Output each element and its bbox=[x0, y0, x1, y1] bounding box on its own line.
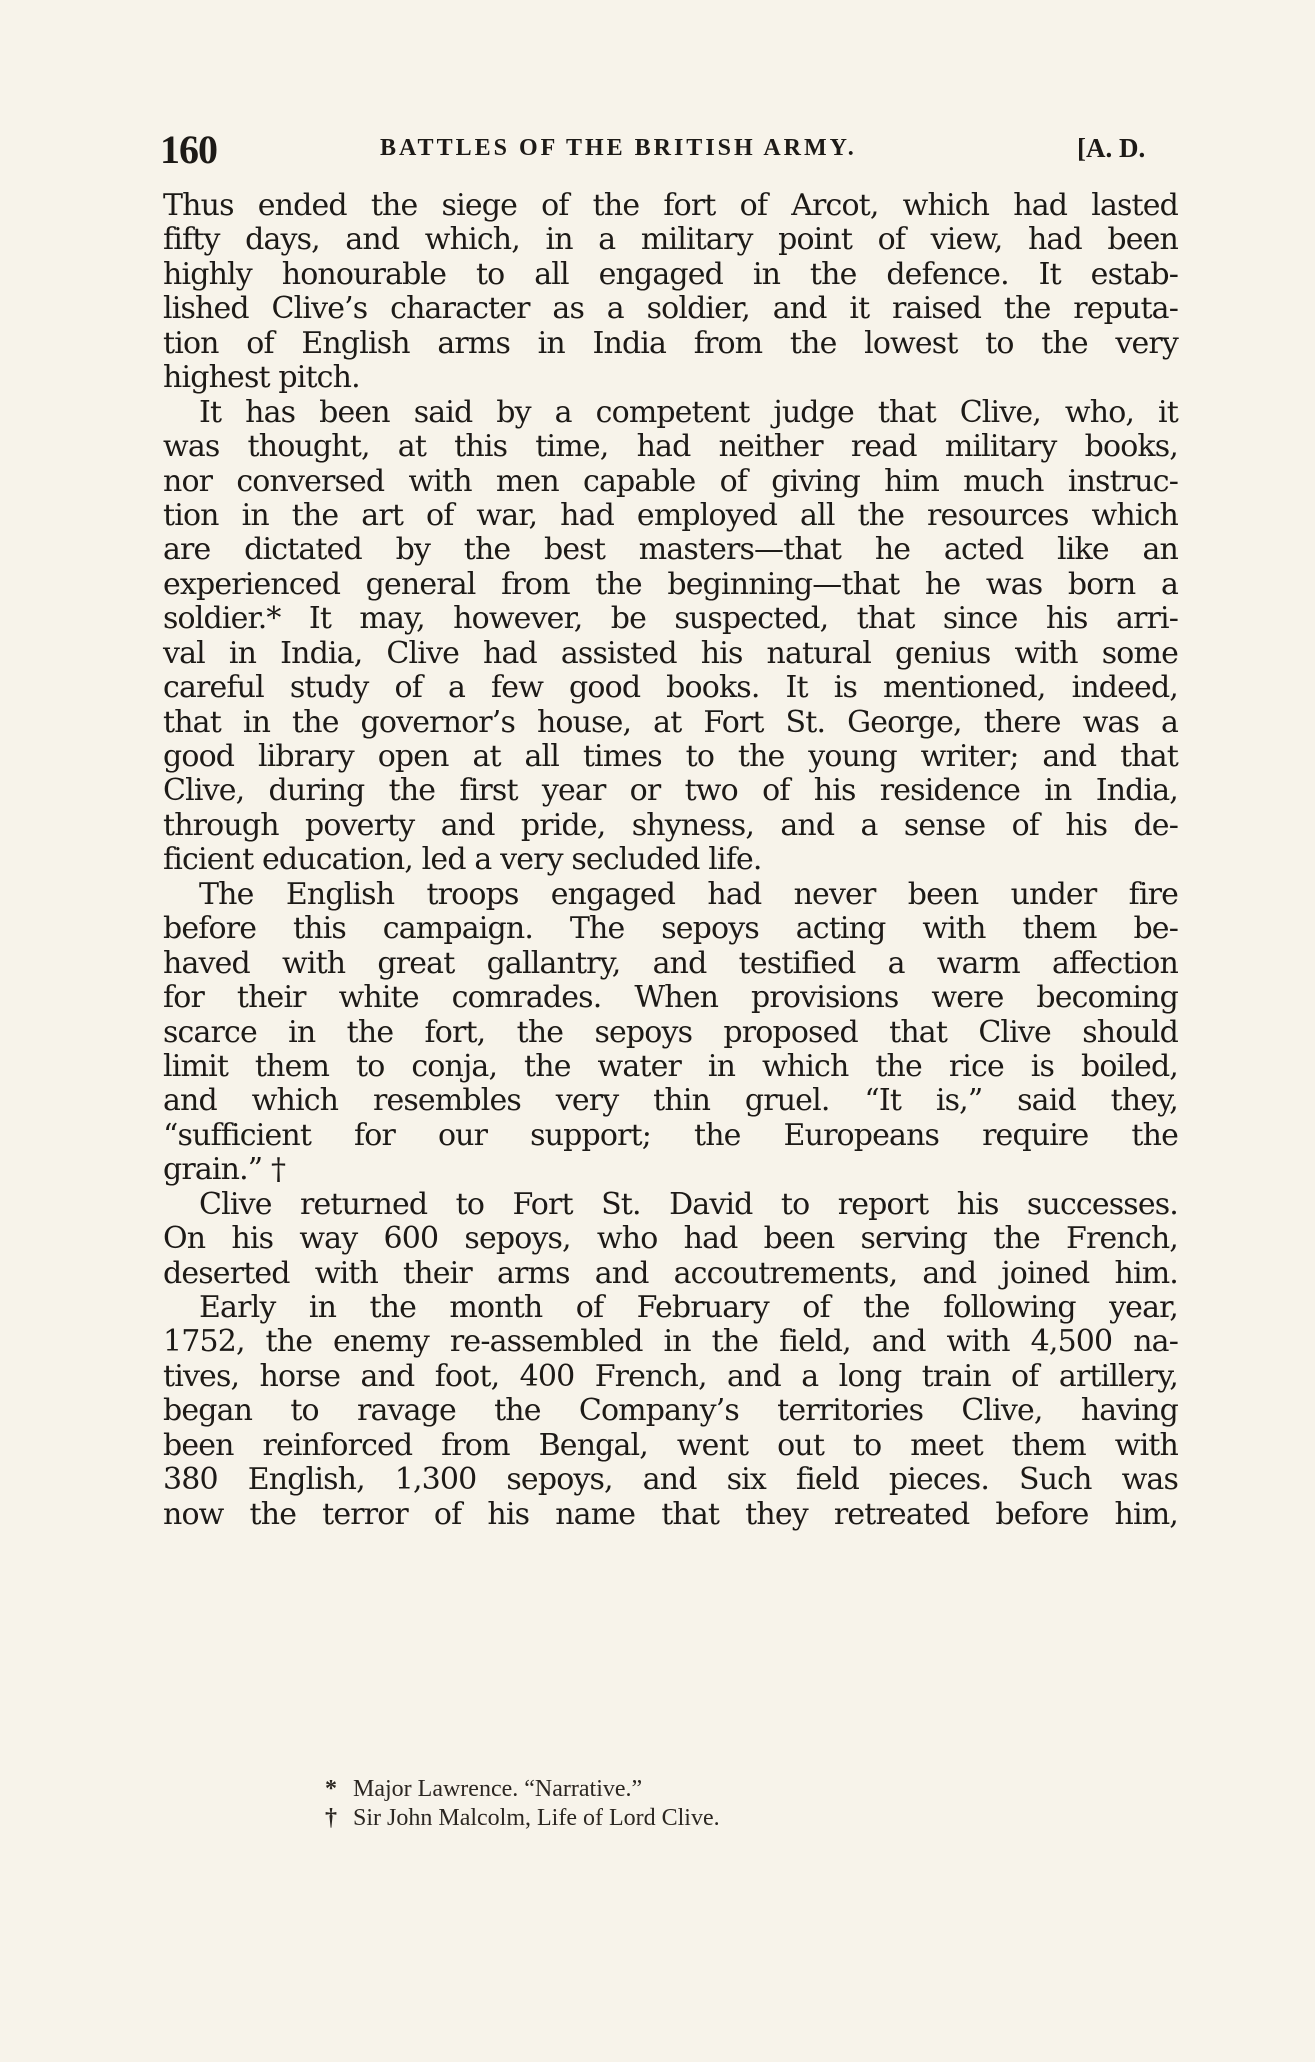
text-line: now the terror of his name that they retreated before him, bbox=[163, 1496, 1178, 1532]
text-line: 380 English, 1,300 sepoys, and six field pieces. Such was bbox=[163, 1462, 1178, 1498]
running-head bbox=[160, 126, 1180, 176]
text-line: and which resembles very thin gruel. “It is,” said they, bbox=[163, 1083, 1178, 1119]
text-line: careful study of a few good books. It is mentioned, indeed, bbox=[163, 670, 1178, 706]
text-line: that in the governor’s house, at Fort St. George, there was a bbox=[163, 704, 1178, 740]
text-line: highest pitch. bbox=[163, 360, 360, 396]
text-line: experienced general from the beginning—that he was born a bbox=[163, 566, 1178, 602]
text-line: 1752, the enemy re-assembled in the field, and with 4,500 na- bbox=[163, 1324, 1178, 1360]
footnotes bbox=[325, 1775, 1025, 1833]
footnote bbox=[325, 1775, 1025, 1804]
text-line: are dictated by the best masters—that he acted like an bbox=[163, 532, 1178, 568]
text-line: nor conversed with men capable of giving him much instruc- bbox=[163, 463, 1178, 499]
text-line: Thus ended the siege of the fort of Arcot, which had lasted bbox=[163, 188, 1178, 223]
text-line: before this campaign. The sepoys acting with them be- bbox=[163, 911, 1178, 947]
book-title: BATTLES OF THE BRITISH ARMY. bbox=[380, 135, 857, 161]
text-line: grain.” † bbox=[163, 1152, 286, 1188]
text-line: tives, horse and foot, 400 French, and a long train of artillery, bbox=[163, 1358, 1178, 1394]
paragraph-start: It has been said by a competent judge that Clive, who, it bbox=[199, 394, 1178, 430]
text-line: val in India, Clive had assisted his natural genius with some bbox=[163, 635, 1178, 671]
footnote bbox=[325, 1804, 1025, 1833]
text-line: ficient education, led a very secluded life. bbox=[163, 842, 762, 878]
text-line: tion of English arms in India from the lowest to the very bbox=[163, 325, 1178, 361]
footnote-marker: * bbox=[325, 1776, 337, 1802]
text-line: lished Clive’s character as a soldier, and it raised the reputa- bbox=[163, 291, 1178, 327]
text-line: haved with great gallantry, and testified a warm affection bbox=[163, 945, 1178, 981]
text-line: On his way 600 sepoys, who had been serving the French, bbox=[163, 1221, 1178, 1257]
text-line: for their white comrades. When provisions were becoming bbox=[163, 980, 1178, 1016]
text-line: “sufficient for our support; the Europeans require the bbox=[163, 1117, 1178, 1153]
text-line: deserted with their arms and accoutrements, and joined him. bbox=[163, 1255, 1178, 1291]
page-number: 160 bbox=[160, 127, 217, 172]
text-line: fifty days, and which, in a military point of view, had been bbox=[163, 222, 1178, 258]
text-line: highly honourable to all engaged in the defence. It estab- bbox=[163, 256, 1178, 292]
footnote-text: Major Lawrence. “Narrative.” bbox=[353, 1776, 643, 1802]
text-line: was thought, at this time, had neither read military books, bbox=[163, 429, 1178, 465]
text-line: limit them to conja, the water in which the rice is boiled, bbox=[163, 1048, 1178, 1084]
text-line: Clive, during the first year or two of his residence in India, bbox=[163, 773, 1178, 809]
footnote-marker: † bbox=[325, 1805, 337, 1831]
text-line: soldier.* It may, however, be suspected, that since his arri- bbox=[163, 601, 1178, 637]
text-line: good library open at all times to the young writer; and that bbox=[163, 739, 1178, 774]
body-text bbox=[163, 189, 1178, 1532]
paragraph-start: Clive returned to Fort St. David to report his successes. bbox=[199, 1186, 1178, 1222]
footnote-text: Sir John Malcolm, Life of Lord Clive. bbox=[353, 1805, 720, 1831]
text-line: tion in the art of war, had employed all the resources which bbox=[163, 497, 1178, 533]
text-line: been reinforced from Bengal, went out to meet them with bbox=[163, 1427, 1178, 1463]
text-line: through poverty and pride, shyness, and a sense of his de- bbox=[163, 807, 1178, 843]
paragraph-start: The English troops engaged had never been under fire bbox=[199, 876, 1178, 912]
era-marker: [A. D. bbox=[1077, 133, 1146, 163]
paragraph-start: Early in the month of February of the following year, bbox=[199, 1290, 1178, 1325]
text-line: began to ravage the Company’s territories Clive, having bbox=[163, 1393, 1178, 1429]
text-line: scarce in the fort, the sepoys proposed that Clive should bbox=[163, 1014, 1178, 1050]
